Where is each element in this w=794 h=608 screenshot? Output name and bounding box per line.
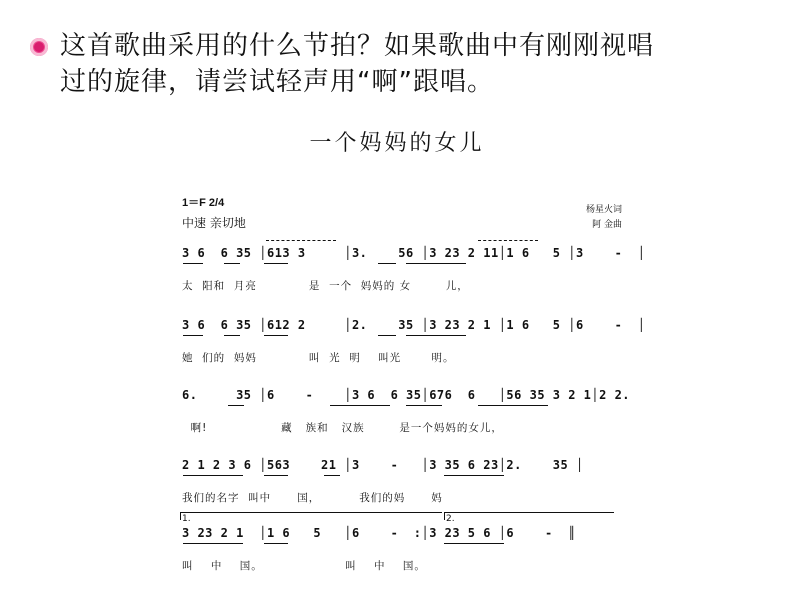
ending-bracket-end xyxy=(444,512,445,520)
beam xyxy=(183,263,203,264)
lyrics-row: 啊! 藏 族和 汉族 是一个妈妈的女儿， xyxy=(182,422,503,434)
ending-bracket xyxy=(444,512,614,513)
beam xyxy=(228,405,244,406)
score-line-1 xyxy=(180,246,646,328)
beam xyxy=(378,263,396,264)
lyrics-row: 她 们的 妈妈 叫 光 明 叫光 明。 xyxy=(182,352,455,364)
instruction-text xyxy=(60,28,760,100)
beam xyxy=(224,263,240,264)
instruction-line-1: 这首歌曲采用的什么节拍？如果歌曲中有刚刚视唱 xyxy=(60,31,655,61)
beam xyxy=(378,335,396,336)
lyrics-row: 叫 中 国。 叫 中 国。 xyxy=(182,560,426,572)
notation-row: 6. 35 │6 - │3 6 6 35│676 6 │56 35 3 2 1│2 2. xyxy=(182,388,677,402)
beam xyxy=(444,475,504,476)
ending-second-label: 2. xyxy=(446,514,455,524)
tempo-marking: 中速 亲切地 xyxy=(182,216,246,230)
notation-row: 3 6 6 35 │613 3 │3. 56 │3 23 2 11│1 6 5 │3 - │ xyxy=(182,246,646,260)
notation-row: 3 23 2 1 │1 6 5 │6 - :│3 23 5 6 │6 - ║ xyxy=(182,526,576,540)
composer-credit: 阿 金曲 xyxy=(592,220,622,230)
beam xyxy=(264,543,288,544)
beam xyxy=(264,335,288,336)
lyrics-row: 太 阳和 月亮 是 一个 妈妈的 女 儿， xyxy=(182,280,469,292)
beam xyxy=(183,543,243,544)
slur xyxy=(478,240,538,242)
lyrics-row: 我们的名字 叫中 国， 我们的妈 妈 xyxy=(182,492,443,504)
beam xyxy=(406,335,466,336)
song-title: 一个妈妈的女儿 xyxy=(309,131,485,156)
beam xyxy=(183,475,243,476)
beam xyxy=(264,263,288,264)
ending-bracket-end xyxy=(180,512,181,520)
beam xyxy=(478,405,548,406)
ending-bracket xyxy=(180,512,442,513)
beam xyxy=(406,405,442,406)
ending-first-label: 1. xyxy=(182,514,191,524)
beam xyxy=(224,335,240,336)
beam xyxy=(183,335,203,336)
slur xyxy=(266,240,336,242)
beam xyxy=(330,405,390,406)
notation-row: 2 1 2 3 6 │563 21 │3 - │3 35 6 23│2. 35 │ xyxy=(182,458,584,472)
beam xyxy=(264,475,288,476)
instruction-line-2: 过的旋律，请尝试轻声用“啊”跟唱。 xyxy=(60,67,494,97)
beam xyxy=(444,543,504,544)
key-signature: 1＝F 2/4 xyxy=(182,197,225,209)
beam xyxy=(324,475,340,476)
notation-row: 3 6 6 35 │612 2 │2. 35 │3 23 2 1 │1 6 5 │6 - │ xyxy=(182,318,646,332)
jianpu-score xyxy=(180,190,677,586)
lyricist-credit: 杨星火词 xyxy=(585,205,622,215)
bullet-icon xyxy=(30,38,48,56)
beam xyxy=(406,263,466,264)
